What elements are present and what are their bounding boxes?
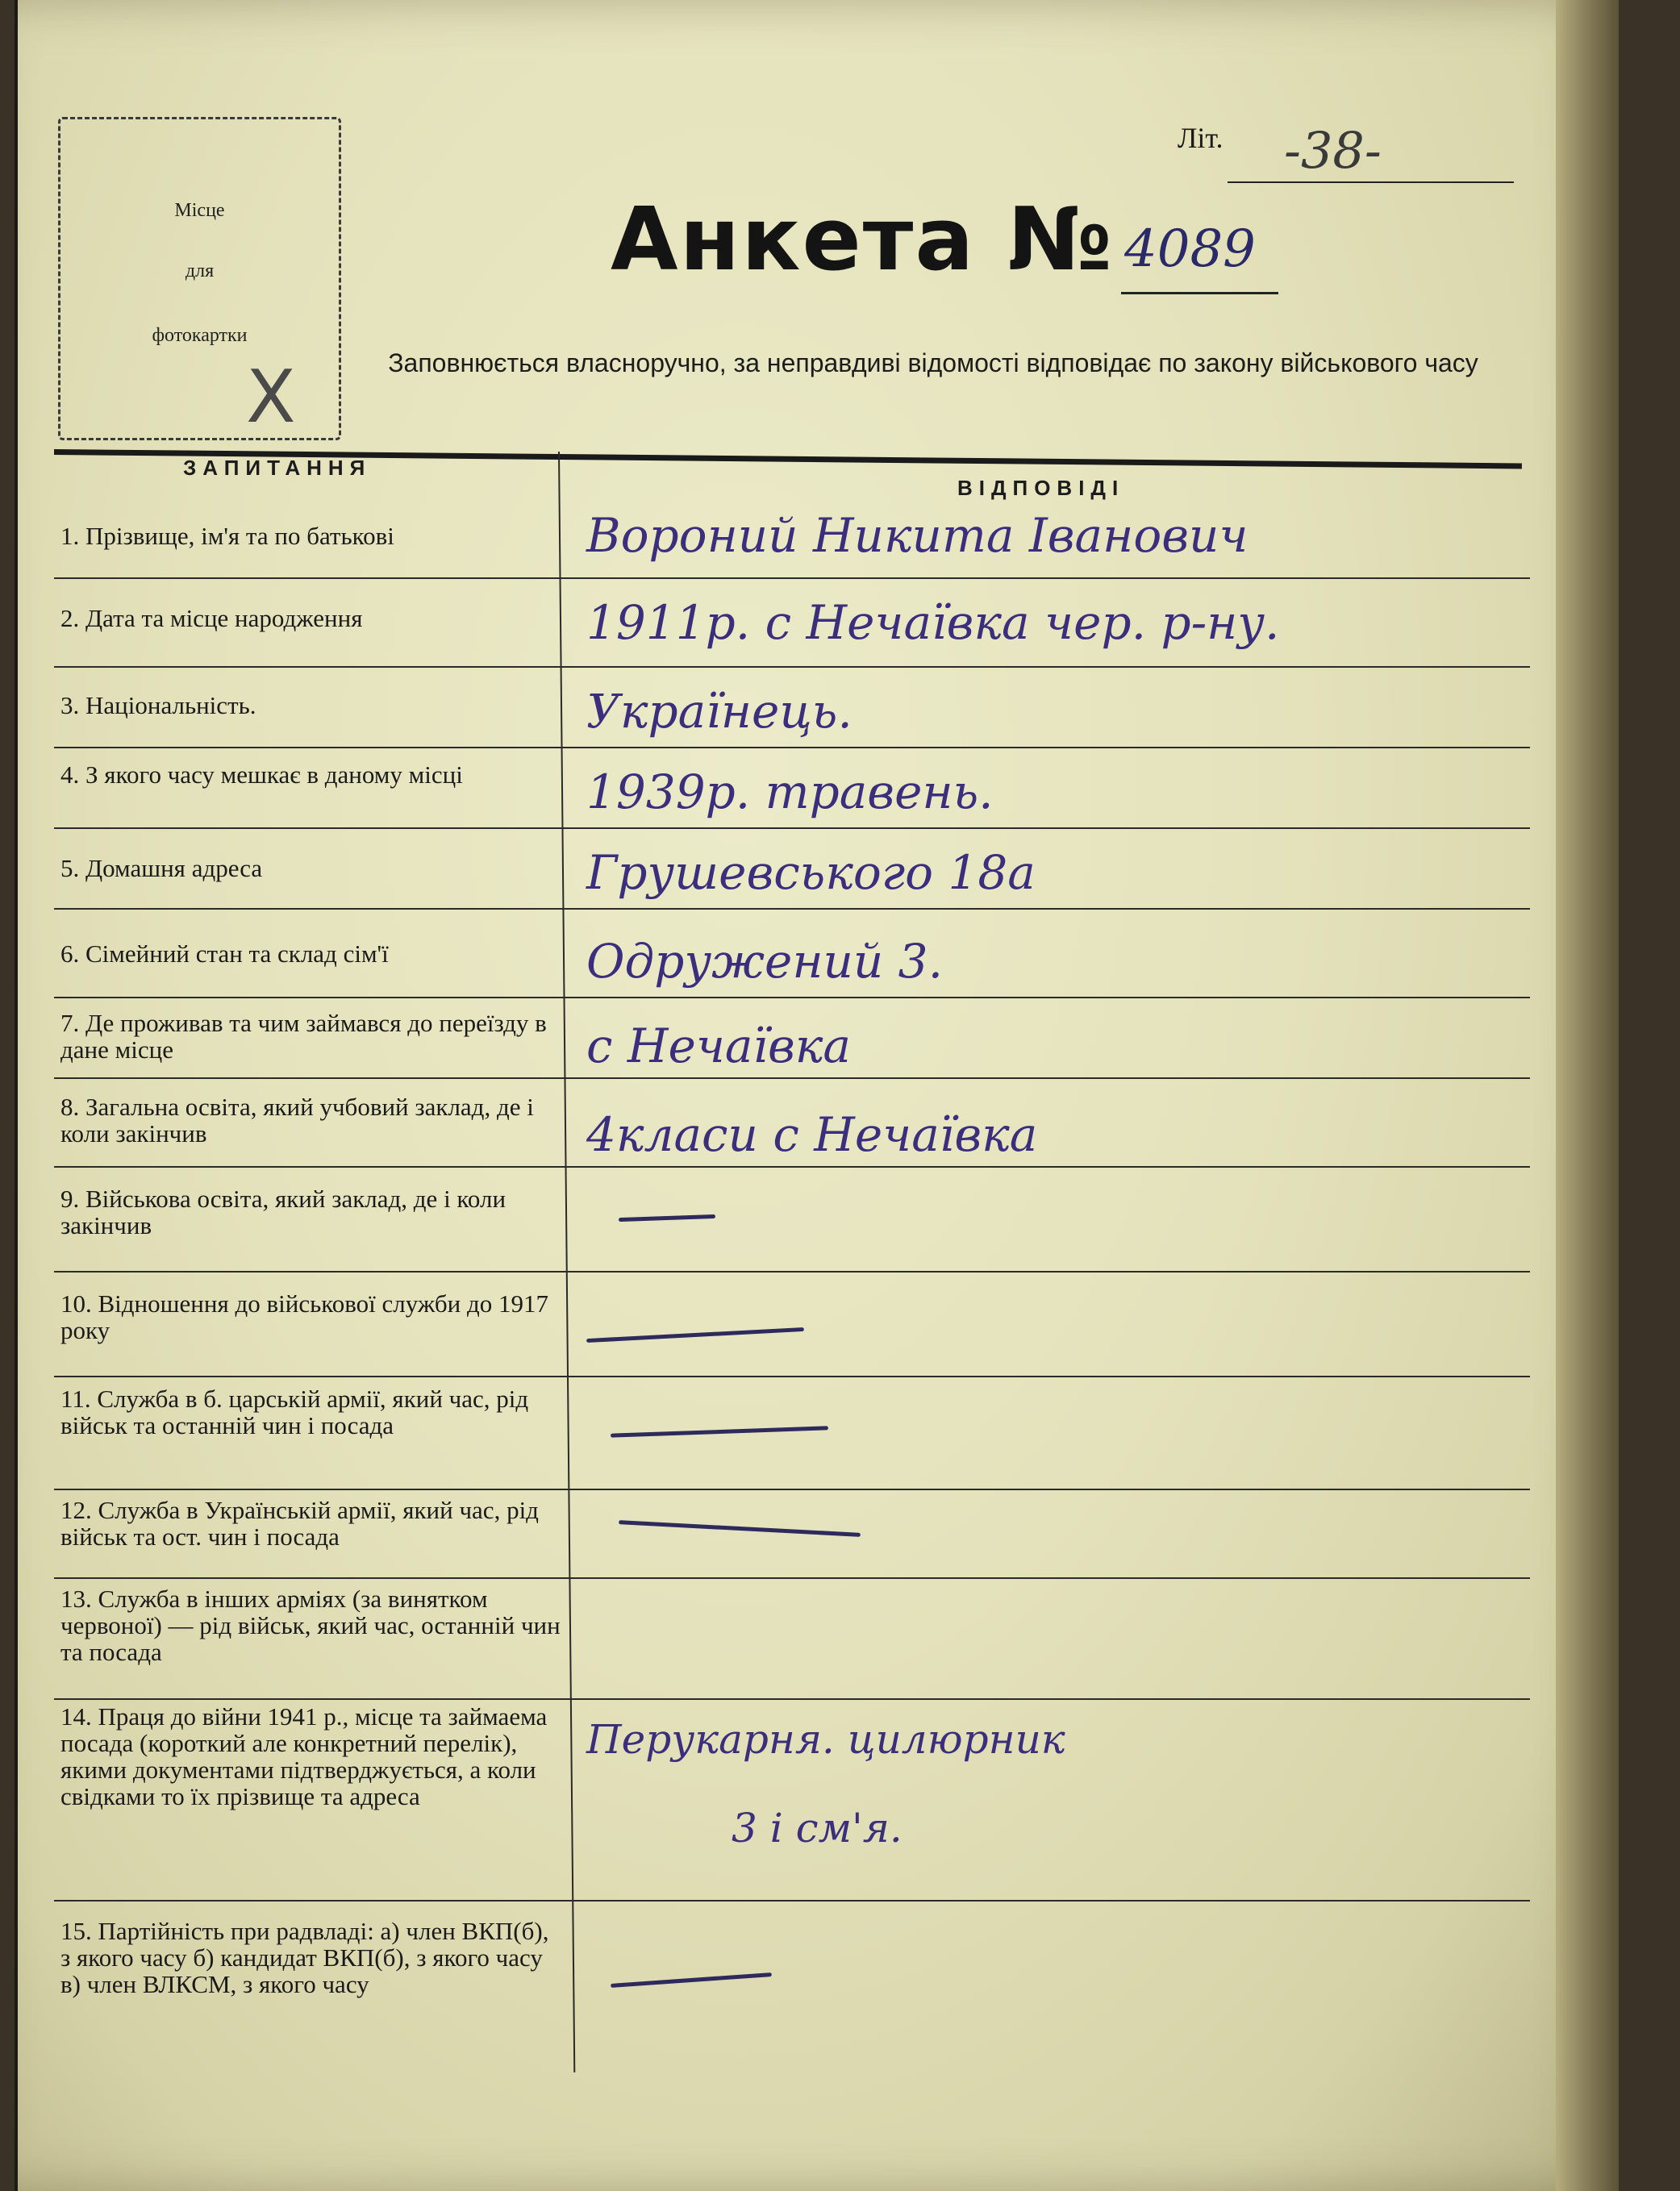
photo-label-2: для bbox=[185, 260, 215, 281]
table-row bbox=[54, 579, 1530, 668]
question-14: 14. Праця до війни 1941 р., місце та займаема посада (короткий але конкретний перелік), якими документами підтверджується, а коли свідками то їх прізвище та адреса bbox=[60, 1702, 548, 1810]
form-title: Анкета № bbox=[611, 190, 1114, 290]
table-row bbox=[54, 1079, 1530, 1168]
question-15: 15. Партійність при радвладі: а) член ВКП(б), з якого часу б) кандидат ВКП(б), з якого часу в) член ВЛКСМ, з якого часу bbox=[60, 1917, 549, 1998]
answer-14-line2: 3 і см'я. bbox=[732, 1805, 903, 1852]
answer-12-dash bbox=[619, 1520, 861, 1537]
answer-14: Перукарня. цилюрник bbox=[586, 1716, 1065, 1763]
questions-header: ЗАПИТАННЯ bbox=[183, 456, 372, 480]
answer-15-dash bbox=[611, 1972, 772, 1988]
answer-4: 1939р. травень. bbox=[586, 764, 994, 819]
question-4: 4. З якого часу мешкає в даному місці bbox=[60, 760, 463, 789]
answer-2: 1911р. с Нечаївка чер. р-ну. bbox=[586, 595, 1280, 650]
table-row bbox=[54, 1490, 1530, 1579]
photo-label-1: Місце bbox=[174, 200, 225, 221]
question-13: 13. Служба в інших арміях (за винятком червоної) — рід військ, який час, останній чин та посада bbox=[60, 1585, 561, 1666]
table-row bbox=[54, 1168, 1530, 1273]
table-row bbox=[54, 910, 1530, 998]
form-number-underline bbox=[1121, 292, 1278, 294]
question-9: 9. Військова освіта, який заклад, де і коли закінчив bbox=[60, 1185, 507, 1239]
table-row bbox=[54, 998, 1530, 1079]
table-row bbox=[54, 1902, 1530, 2063]
photo-label-3: фотокартки bbox=[152, 325, 248, 346]
question-7: 7. Де проживав та чим займався до переїзду в дане місце bbox=[60, 1009, 547, 1064]
answer-1: Вороний Никита Іванович bbox=[586, 508, 1249, 563]
table-row bbox=[54, 1273, 1530, 1377]
question-2: 2. Дата та місце народження bbox=[60, 604, 363, 632]
answers-header: ВІДПОВІДІ bbox=[957, 476, 1125, 500]
question-5: 5. Домашня адреса bbox=[60, 854, 263, 882]
table-row bbox=[54, 506, 1530, 579]
lit-label: Літ. bbox=[1178, 122, 1224, 154]
photo-placeholder bbox=[58, 117, 341, 440]
table-row bbox=[54, 748, 1530, 829]
lit-underline bbox=[1228, 181, 1514, 183]
question-11: 11. Служба в б. царській армії, який час, рід військ та останній чин і посада bbox=[60, 1385, 529, 1439]
answer-9-dash bbox=[619, 1214, 715, 1222]
table-row bbox=[54, 1377, 1530, 1490]
answer-3: Українець. bbox=[586, 684, 853, 739]
form-page bbox=[15, 0, 1619, 2191]
photo-mark: X bbox=[246, 355, 296, 439]
question-8: 8. Загальна освіта, який учбовий заклад, де і коли закінчив bbox=[60, 1093, 534, 1148]
question-3: 3. Національність. bbox=[60, 691, 256, 719]
table-row bbox=[54, 1700, 1530, 1902]
question-12: 12. Служба в Українській армії, який час, рід військ та ост. чин і посада bbox=[60, 1496, 539, 1551]
answer-11-dash bbox=[611, 1426, 828, 1437]
table-row bbox=[54, 829, 1530, 910]
answer-10-dash bbox=[586, 1327, 804, 1343]
lit-value: -38- bbox=[1284, 121, 1382, 180]
answer-5: Грушевського 18а bbox=[586, 845, 1036, 900]
form-number: 4089 bbox=[1124, 219, 1256, 279]
answer-6: Одружений 3. bbox=[586, 934, 944, 989]
page-edge bbox=[1556, 0, 1619, 2191]
question-6: 6. Сімейний стан та склад сім'ї bbox=[60, 939, 389, 968]
table-row bbox=[54, 668, 1530, 748]
table-row bbox=[54, 1579, 1530, 1700]
question-1: 1. Прізвище, ім'я та по батькові bbox=[60, 522, 394, 550]
answer-8: 4класи с Нечаївка bbox=[586, 1107, 1038, 1162]
answer-7: с Нечаївка bbox=[586, 1018, 852, 1073]
form-subtitle: Заповнюється власноручно, за неправдиві відомості відповідає по закону військового часу bbox=[388, 348, 1478, 377]
question-10: 10. Відношення до військової служби до 1917 року bbox=[60, 1289, 548, 1344]
